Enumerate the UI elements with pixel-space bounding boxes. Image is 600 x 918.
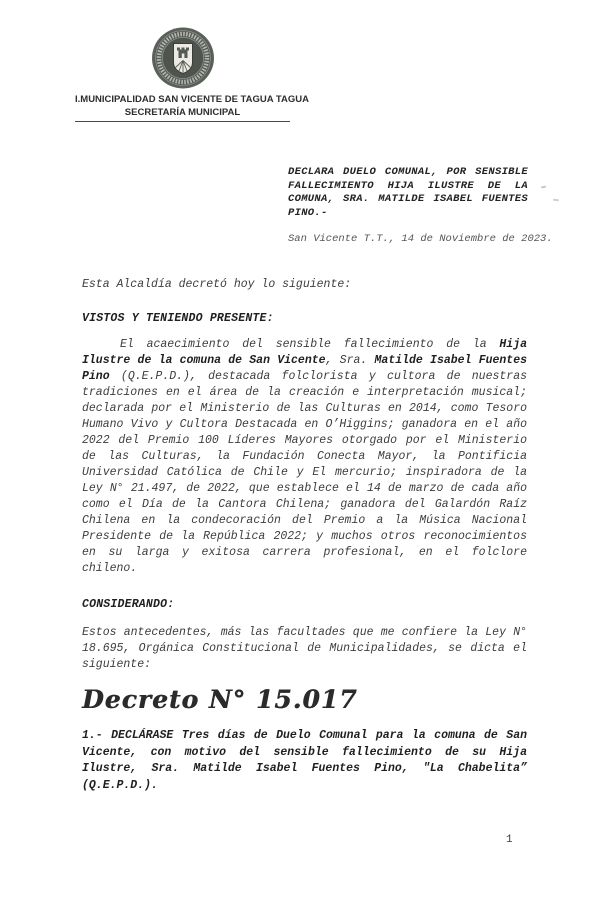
scan-artifact <box>553 199 559 201</box>
dateline: San Vicente T.T., 14 de Noviembre de 2023. <box>288 233 553 245</box>
vistos-paragraph: El acaecimiento del sensible fallecimiento de la Hija Ilustre de la comuna de San Vicente, Sra. Matilde Isabel Fuentes Pino (Q.E.P.D.), destacada folclorista y cultora de nuestras tradiciones en el área de la creación e interpretación musical; declarada por el Ministerio de las Culturas en 2014, como Tesoro Humano Vivo y Cultora Destacada en O’Higgins; ganadora en el año 2022 del Premio 100 Líderes Mayores otorgado por el Ministerio de las Culturas, la Fundación Conecta Mayor, la Pontificia Universidad Católica de Chile y El mercurio; inspiradora de la Ley N° 21.497, de 2022, que establece el 14 de marzo de cada año como el Día de la Cantora Chilena; ganadora del Galardón Raíz Chilena en la condecoración del Premio a la Música Nacional Presidente de la República 2022; y muchos otros reconocimientos en su larga y exitosa carrera profesional, en el folclore chileno. <box>82 338 528 575</box>
municipal-seal-icon <box>148 26 218 90</box>
department-name: SECRETARÍA MUNICIPAL <box>124 107 241 118</box>
municipality-name: I.MUNICIPALIDAD SAN VICENTE DE TAGUA TAGUA <box>75 94 309 105</box>
page-number: 1 <box>506 834 513 846</box>
department-underline <box>75 107 290 122</box>
intro-line: Esta Alcaldía decretó hoy lo siguiente: <box>82 278 352 291</box>
decree-article-1: 1.- DECLÁRASE Tres días de Duelo Comunal para la comuna de San Vicente, con motivo del sensible fallecimiento de su Hija Ilustre, Sra. Matilde Isabel Fuentes Pino, "La Chabelita” (Q.E.P.D.). <box>82 729 527 792</box>
scan-artifact <box>541 186 546 188</box>
subject-summary: DECLARA DUELO COMUNAL, POR SENSIBLE FALLECIMIENTO HIJA ILUSTRE DE LA COMUNA, SRA. MATILDE ISABEL FUENTES PINO.- <box>288 166 528 219</box>
letterhead <box>75 26 309 122</box>
considerando-heading: CONSIDERANDO: <box>82 598 175 611</box>
document-body <box>82 160 553 794</box>
decree-number-title: Decreto N° 15.017 <box>82 685 358 714</box>
considerando-paragraph: Estos antecedentes, más las facultades que me confiere la Ley N° 18.695, Orgánica Constitucional de Municipalidades, se dicta el siguiente: <box>82 626 527 671</box>
vistos-heading: VISTOS Y TENIENDO PRESENTE: <box>82 312 274 325</box>
